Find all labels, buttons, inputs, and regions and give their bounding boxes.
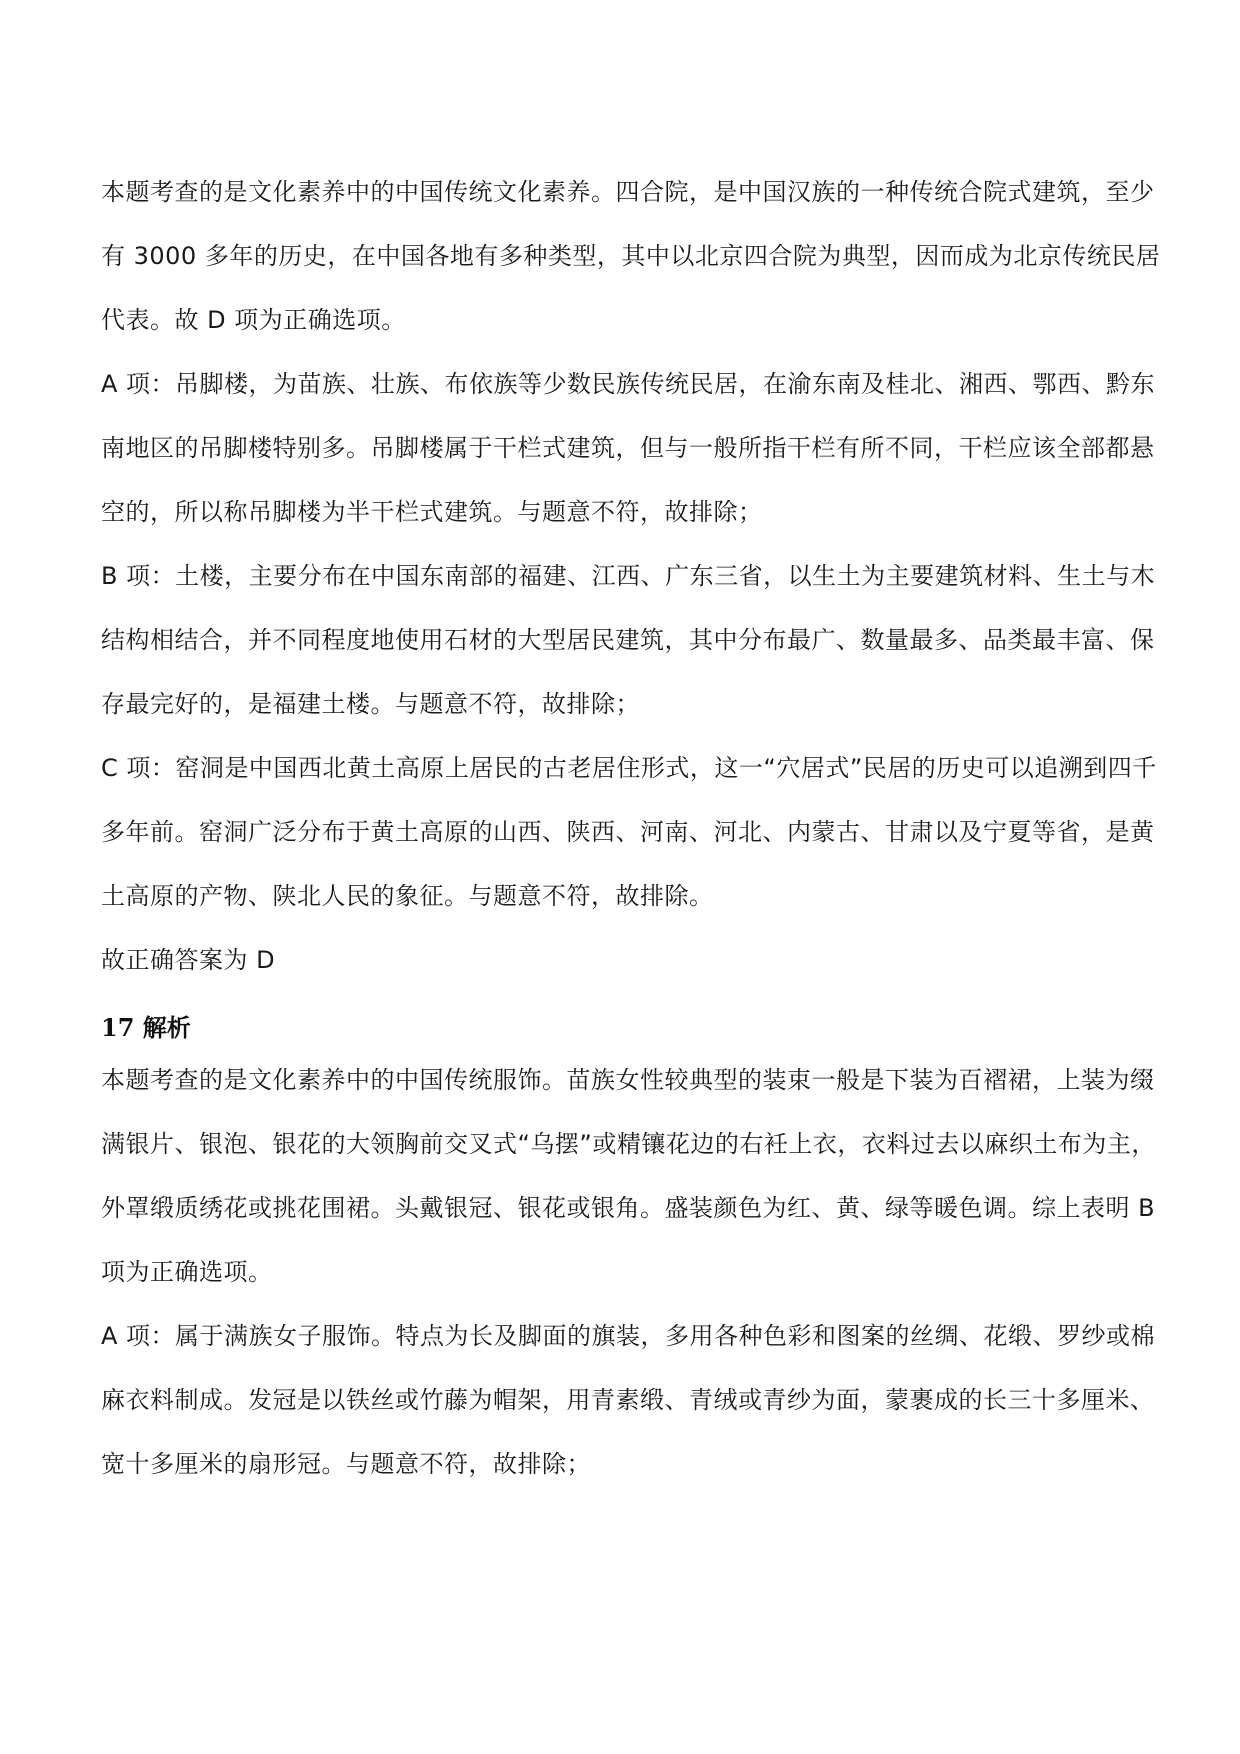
q16-explanation-intro: 本题考查的是文化素养中的中国传统文化素养。四合院，是中国汉族的一种传统合院式建筑，至少有 3000 多年的历史，在中国各地有多种类型，其中以北京四合院为典型，因而成为北京传统民居代表。故 D 项为正确选项。	[101, 178, 1161, 334]
document-body	[101, 160, 1161, 1496]
q16-option-c-explanation: C 项：窑洞是中国西北黄土高原上居民的古老居住形式，这一“穴居式”民居的历史可以追溯到四千多年前。窑洞广泛分布于黄土高原的山西、陕西、河南、河北、内蒙古、甘肃以及宁夏等省，是黄土高原的产物、陕北人民的象征。与题意不符，故排除。	[101, 754, 1157, 910]
q17-heading: 17 解析	[101, 1013, 191, 1042]
q16-answer: 故正确答案为 D	[101, 946, 276, 974]
q16-option-a-explanation: A 项：吊脚楼，为苗族、壮族、布依族等少数民族传统民居，在渝东南及桂北、湘西、鄂西、黔东南地区的吊脚楼特别多。吊脚楼属于干栏式建筑，但与一般所指干栏有所不同，干栏应该全部都悬空的，所以称吊脚楼为半干栏式建筑。与题意不符，故排除；	[101, 370, 1156, 526]
q17-option-a-explanation: A 项：属于满族女子服饰。特点为长及脚面的旗装，多用各种色彩和图案的丝绸、花缎、罗纱或棉麻衣料制成。发冠是以铁丝或竹藤为帽架，用青素缎、青绒或青纱为面，蒙裹成的长三十多厘米、宽十多厘米的扇形冠。与题意不符，故排除；	[101, 1322, 1156, 1478]
q17-explanation-intro: 本题考查的是文化素养中的中国传统服饰。苗族女性较典型的装束一般是下装为百褶裙，上装为缀满银片、银泡、银花的大领胸前交叉式“乌摆”或精镶花边的右衽上衣，衣料过去以麻织土布为主，外罩缎质绣花或挑花围裙。头戴银冠、银花或银角。盛装颜色为红、黄、绿等暖色调。综上表明 B 项为正确选项。	[101, 1066, 1156, 1286]
q16-option-b-explanation: B 项：土楼，主要分布在中国东南部的福建、江西、广东三省，以生土为主要建筑材料、生土与木结构相结合，并不同程度地使用石材的大型居民建筑，其中分布最广、数量最多、品类最丰富、保存最完好的，是福建土楼。与题意不符，故排除；	[101, 562, 1156, 718]
